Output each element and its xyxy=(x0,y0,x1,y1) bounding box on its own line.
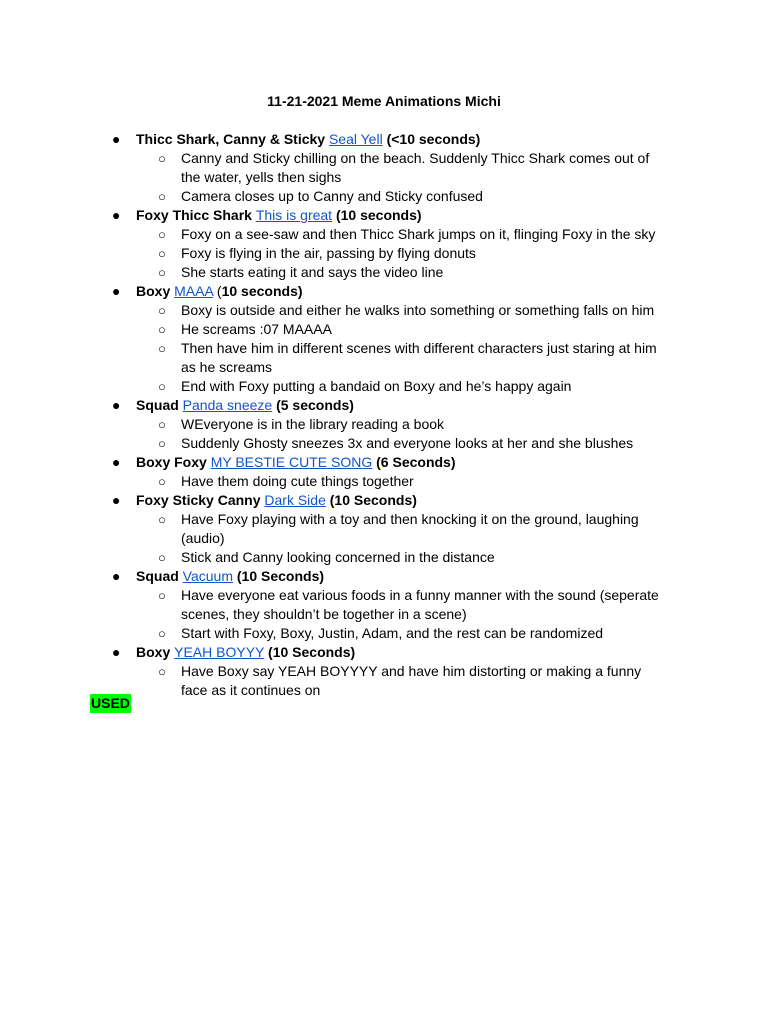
sub-item-text: Suddenly Ghosty sneezes 3x and everyone looks at her and she blushes xyxy=(181,435,634,451)
list-item xyxy=(0,206,768,282)
sub-bullet-icon: ○ xyxy=(158,322,166,337)
sub-bullet-icon: ○ xyxy=(158,189,166,204)
sub-list xyxy=(136,510,678,567)
sub-item xyxy=(158,415,678,434)
item-link[interactable]: MY BESTIE CUTE SONG xyxy=(210,454,373,470)
bullet-icon: ● xyxy=(112,492,121,508)
sub-item xyxy=(158,548,678,567)
list-item xyxy=(0,130,768,206)
item-heading xyxy=(136,453,678,472)
sub-item-text: WEveryone is in the library reading a book xyxy=(181,416,445,432)
item-duration-prefix: ( xyxy=(213,283,222,299)
sub-item-text: Foxy is flying in the air, passing by flying donuts xyxy=(181,245,476,261)
item-duration: (10 Seconds) xyxy=(236,568,325,584)
item-duration: (10 seconds) xyxy=(335,207,422,223)
sub-item xyxy=(158,301,678,320)
list-item xyxy=(0,396,768,453)
sub-item-text: Have everyone eat various foods in a funny manner with the sound (seperate scenes, they shouldn’t be together in a scene) xyxy=(181,587,659,622)
sub-item xyxy=(158,624,678,643)
sub-bullet-icon: ○ xyxy=(158,664,166,679)
sub-item xyxy=(158,377,678,396)
item-link[interactable]: Panda sneeze xyxy=(182,397,273,413)
item-title: Foxy Sticky Canny xyxy=(136,492,265,508)
sub-bullet-icon: ○ xyxy=(158,265,166,280)
sub-item-text: Canny and Sticky chilling on the beach. Suddenly Thicc Shark comes out of the water, yells then sighs xyxy=(181,150,650,185)
item-title: Thicc Shark, Canny & Sticky xyxy=(136,131,329,147)
item-link[interactable]: YEAH BOYYY xyxy=(174,644,265,660)
sub-item xyxy=(158,225,678,244)
sub-item-text: End with Foxy putting a bandaid on Boxy and he’s happy again xyxy=(181,378,572,394)
sub-item xyxy=(158,263,678,282)
sub-item-text: Have them doing cute things together xyxy=(181,473,414,489)
bullet-icon: ● xyxy=(112,207,121,223)
sub-bullet-icon: ○ xyxy=(158,588,166,603)
sub-item-text: She starts eating it and says the video line xyxy=(181,264,444,280)
bullet-icon: ● xyxy=(112,131,121,147)
sub-list xyxy=(136,415,678,453)
sub-bullet-icon: ○ xyxy=(158,512,166,527)
sub-bullet-icon: ○ xyxy=(158,303,166,318)
sub-bullet-icon: ○ xyxy=(158,626,166,641)
sub-item-text: Boxy is outside and either he walks into something or something falls on him xyxy=(181,302,655,318)
sub-bullet-icon: ○ xyxy=(158,436,166,451)
item-heading xyxy=(136,491,678,510)
item-title: Boxy xyxy=(136,644,175,660)
bullet-icon: ● xyxy=(112,568,121,584)
list-item xyxy=(0,567,768,643)
sub-list xyxy=(136,301,678,396)
sub-item xyxy=(158,586,678,624)
item-duration: (6 Seconds) xyxy=(376,454,456,470)
sub-item xyxy=(158,149,678,187)
sub-item-text: Have Boxy say YEAH BOYYYY and have him distorting or making a funny face as it continues on xyxy=(181,663,642,698)
item-title: Squad xyxy=(136,397,183,413)
item-list xyxy=(0,130,768,700)
sub-bullet-icon: ○ xyxy=(158,227,166,242)
item-link[interactable]: This is great xyxy=(255,207,333,223)
item-heading xyxy=(136,206,678,225)
sub-item-text: Start with Foxy, Boxy, Justin, Adam, and the rest can be randomized xyxy=(181,625,604,641)
sub-item xyxy=(158,320,678,339)
item-heading xyxy=(136,282,678,301)
item-link[interactable]: MAAA xyxy=(174,283,214,299)
list-item xyxy=(0,491,768,567)
list-item xyxy=(0,643,768,700)
sub-list xyxy=(136,225,678,282)
sub-bullet-icon: ○ xyxy=(158,246,166,261)
used-badge: USED xyxy=(91,695,130,711)
sub-bullet-icon: ○ xyxy=(158,379,166,394)
item-title: Boxy Foxy xyxy=(136,454,211,470)
sub-bullet-icon: ○ xyxy=(158,341,166,356)
sub-item xyxy=(158,662,678,700)
sub-list xyxy=(136,149,678,206)
sub-list xyxy=(136,586,678,643)
list-item xyxy=(0,453,768,491)
item-heading xyxy=(136,643,678,662)
sub-item xyxy=(158,187,678,206)
sub-item xyxy=(158,510,678,548)
bullet-icon: ● xyxy=(112,454,121,470)
item-link[interactable]: Vacuum xyxy=(182,568,233,584)
sub-item xyxy=(158,339,678,377)
item-link[interactable]: Seal Yell xyxy=(328,131,383,147)
sub-item-text: Camera closes up to Canny and Sticky confused xyxy=(181,188,483,204)
sub-item-text: Have Foxy playing with a toy and then knocking it on the ground, laughing (audio) xyxy=(181,511,639,546)
item-title: Foxy Thicc Shark xyxy=(136,207,256,223)
sub-item xyxy=(158,244,678,263)
sub-item-text: He screams :07 MAAAA xyxy=(181,321,332,337)
item-duration: 10 seconds) xyxy=(221,283,303,299)
sub-item-text: Foxy on a see-saw and then Thicc Shark jumps on it, flinging Foxy in the sky xyxy=(181,226,656,242)
list-item xyxy=(0,282,768,396)
item-title: Boxy xyxy=(136,283,175,299)
item-duration: (5 seconds) xyxy=(276,397,354,413)
bullet-icon: ● xyxy=(112,644,121,660)
item-duration: (<10 seconds) xyxy=(386,131,481,147)
item-link[interactable]: Dark Side xyxy=(264,492,326,508)
item-duration: (10 Seconds) xyxy=(329,492,417,508)
sub-item-text: Then have him in different scenes with different characters just staring at him as he screams xyxy=(181,340,657,375)
item-heading xyxy=(136,396,678,415)
sub-bullet-icon: ○ xyxy=(158,417,166,432)
sub-item xyxy=(158,434,678,453)
sub-list xyxy=(136,662,678,700)
bullet-icon: ● xyxy=(112,283,121,299)
sub-item-text: Stick and Canny looking concerned in the distance xyxy=(181,549,495,565)
sub-bullet-icon: ○ xyxy=(158,151,166,166)
item-title: Squad xyxy=(136,568,183,584)
bullet-icon: ● xyxy=(112,397,121,413)
sub-list xyxy=(136,472,678,491)
sub-bullet-icon: ○ xyxy=(158,550,166,565)
item-heading xyxy=(136,567,678,586)
item-heading xyxy=(136,130,678,149)
sub-item xyxy=(158,472,678,491)
sub-bullet-icon: ○ xyxy=(158,474,166,489)
item-duration: (10 Seconds) xyxy=(268,644,356,660)
page-title: 11-21-2021 Meme Animations Michi xyxy=(267,93,501,109)
